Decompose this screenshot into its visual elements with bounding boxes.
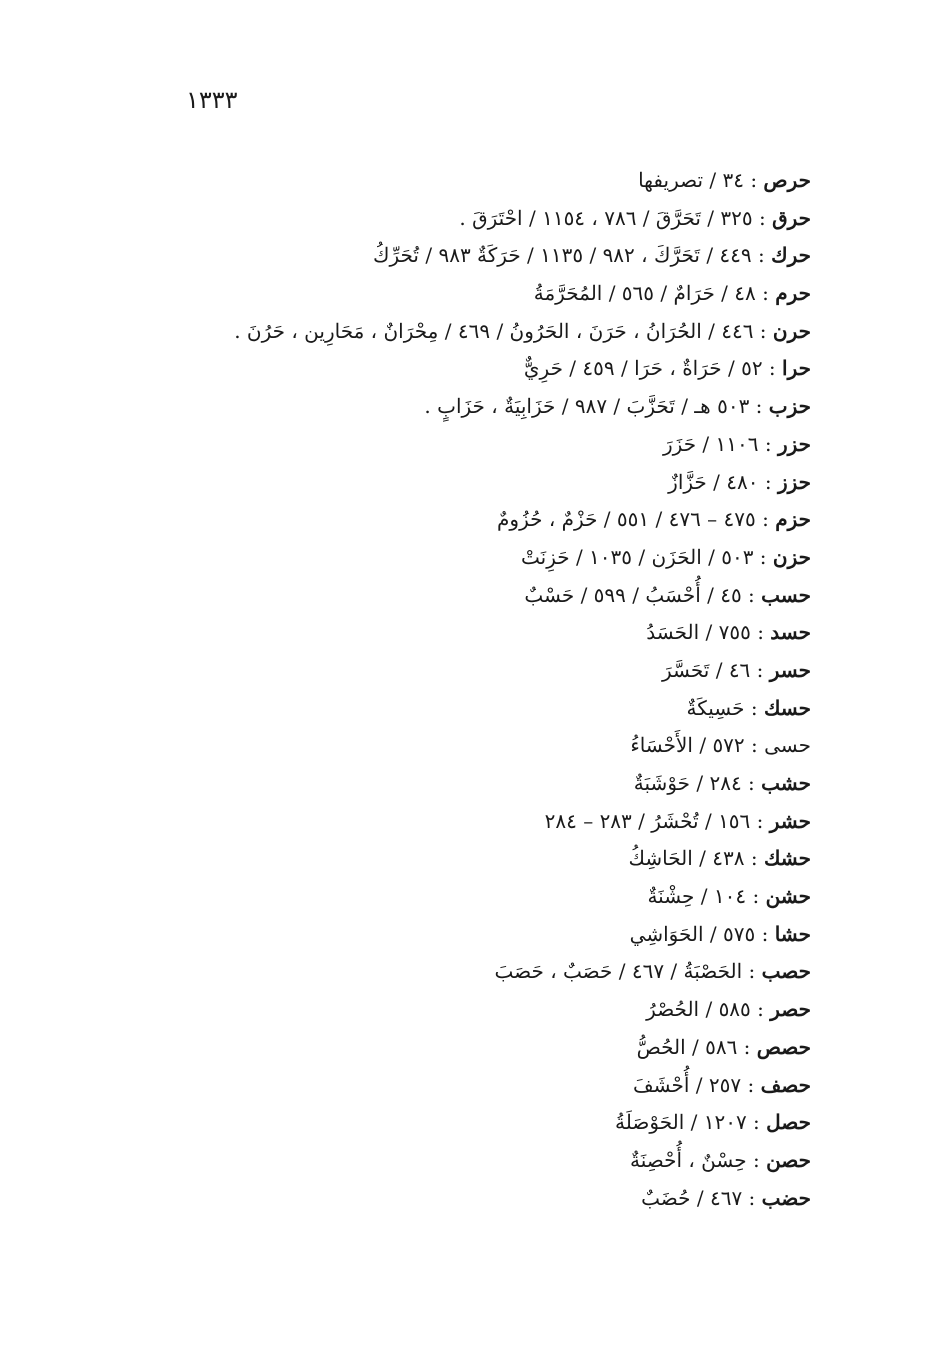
entry-root: حصف: [760, 1072, 811, 1097]
entry-references: : ٥٠٣ هـ / تَحَزَّبَ / ٩٨٧ / حَزَابِيَةٌ ، حَزَابٍ .: [424, 394, 769, 419]
index-entry: [131, 991, 811, 1029]
index-entry: [131, 1142, 811, 1180]
index-entry: [131, 803, 811, 841]
entry-root: حضب: [761, 1185, 811, 1210]
entry-root: حصل: [766, 1110, 811, 1135]
index-entry: [131, 501, 811, 539]
entry-root: حسب: [761, 582, 811, 607]
entry-references: : ٤٧٥ – ٤٧٦ / ٥٥١ / حَزْمٌ ، حُزُومٌ: [497, 507, 776, 532]
entry-references: : ٣٢٥ / تَحَرَّقَ / ٧٨٦ ، ١١٥٤ / احْتَرَقَ .: [459, 205, 773, 230]
entry-root: حزز: [777, 469, 811, 494]
entry-references: : ٢٨٤ / حَوْشَبَةٌ: [633, 771, 762, 795]
entry-references: : حِسْنٌ ، أُحْصِنَةٌ: [629, 1147, 767, 1172]
entry-root: حسد: [770, 620, 811, 645]
index-entry: [131, 275, 811, 313]
entry-references: : ١٠٤ / حِشْنَةٌ: [647, 884, 766, 909]
index-entry: [131, 690, 811, 728]
index-entry: [131, 652, 811, 690]
entry-root: حسك: [763, 695, 811, 720]
entry-references: : ٤٤٦ / الحُرَانُ ، حَرَنَ ، الحَرُونُ / ٤٦٩ / مِحْرَانٌ ، مَحَارِين ، حَرُنَ .: [234, 318, 773, 343]
entry-references: : ٤٦٧ / حُضَبٌ: [641, 1185, 762, 1210]
entry-root: حزب: [768, 394, 811, 419]
entry-references: : ٥٨٥ / الحُصْرُ: [646, 997, 771, 1022]
entry-references: : ١٢٠٧ / الحَوْصَلَةُ: [615, 1110, 767, 1135]
index-entry: [131, 614, 811, 652]
entry-root: حرك: [771, 243, 811, 268]
entry-root: حرق: [772, 205, 811, 230]
entry-root: حصب: [761, 959, 811, 984]
entry-references: : ٤٦ / تَحَسَّرَ: [662, 657, 770, 682]
entry-root: حسر: [769, 657, 811, 682]
entry-references: : حَسِيكَةٌ: [686, 695, 764, 720]
index-entry: [131, 878, 811, 916]
entry-references: : ٧٥٥ / الحَسَدُ: [646, 620, 771, 645]
entry-references: : ١٥٦ / تُحْشَرُ / ٢٨٣ – ٢٨٤: [544, 808, 770, 833]
entry-references: : ١١٠٦ / حَزَرَ: [663, 431, 778, 456]
index-entry: [131, 388, 811, 426]
index-entry: [131, 916, 811, 954]
index-entry: [131, 350, 811, 388]
entry-root: حزم: [775, 507, 811, 532]
index-entry: [131, 237, 811, 275]
entry-references: : ٤٨٠ / حَزَّازٌ: [668, 469, 778, 494]
entry-root: حشب: [761, 771, 811, 795]
entry-root: حشك: [763, 846, 811, 871]
index-entry: [131, 1029, 811, 1067]
entry-root: حرص: [763, 168, 811, 192]
index-entry: [131, 426, 811, 464]
index-entry: [131, 765, 811, 803]
index-entry: [131, 1104, 811, 1142]
entry-root: حسى: [764, 733, 811, 758]
index-entry: [131, 577, 811, 615]
entry-root: حزن: [772, 544, 811, 569]
index-entry: [131, 200, 811, 238]
entry-root: حصر: [770, 997, 811, 1022]
entry-references: : الحَصْبَةُ / ٤٦٧ / حَصَبٌ ، حَصَبَ: [494, 959, 762, 984]
page-number: ١٣٣٣: [186, 86, 238, 114]
entry-root: حصص: [756, 1034, 811, 1059]
entry-root: حشا: [774, 921, 811, 946]
entry-root: حرم: [775, 281, 811, 306]
entry-references: : ٤٣٨ / الحَاشِكُ: [628, 846, 764, 871]
index-entry: [131, 1067, 811, 1105]
entry-references: : ٤٥ / أُحْسَبُ / ٥٩٩ / حَسْبٌ: [524, 582, 762, 607]
index-entry: [131, 953, 811, 991]
entry-references: : ٥٧٥ / الحَوَاشِي: [629, 921, 775, 946]
entry-root: حرا: [782, 356, 811, 381]
entry-references: : ٤٤٩ / تَحَرَّكَ ، ٩٨٢ / ١١٣٥ / حَرَكَةٌ ٩٨٣ / تُحَرِّكُ: [373, 243, 772, 268]
entry-root: حشر: [769, 808, 811, 833]
index-entry: [131, 464, 811, 502]
entry-root: حزر: [777, 431, 811, 456]
index-entry: [131, 313, 811, 351]
entry-references: : ٥٢ / حَرَاةٌ ، حَرَا / ٤٥٩ / حَرِيٌّ: [523, 356, 783, 381]
entry-references: : ٥٠٣ / الحَزَن / ١٠٣٥ / حَزِنَتْ: [520, 544, 773, 569]
index-entry: [131, 539, 811, 577]
entry-root: حصن: [766, 1147, 811, 1172]
entry-root: حشن: [765, 884, 811, 909]
entry-root: حرن: [772, 318, 811, 343]
entry-references: : ٥٧٢ / الأَحْسَاءُ: [630, 733, 765, 758]
index-entry: [131, 840, 811, 878]
index-entry: [131, 1180, 811, 1218]
index-list: [131, 162, 811, 1217]
entry-references: : ٥٨٦ / الحُصُّ: [636, 1034, 757, 1059]
entry-references: : ٣٤ / تصريفها: [638, 168, 764, 192]
index-entry: [131, 727, 811, 765]
index-entry: [131, 162, 811, 200]
entry-references: : ٤٨ / حَرَامٌ / ٥٦٥ / المُحَرَّمَةُ: [533, 281, 776, 306]
entry-references: : ٢٥٧ / أُحْشَفَ: [632, 1072, 761, 1097]
